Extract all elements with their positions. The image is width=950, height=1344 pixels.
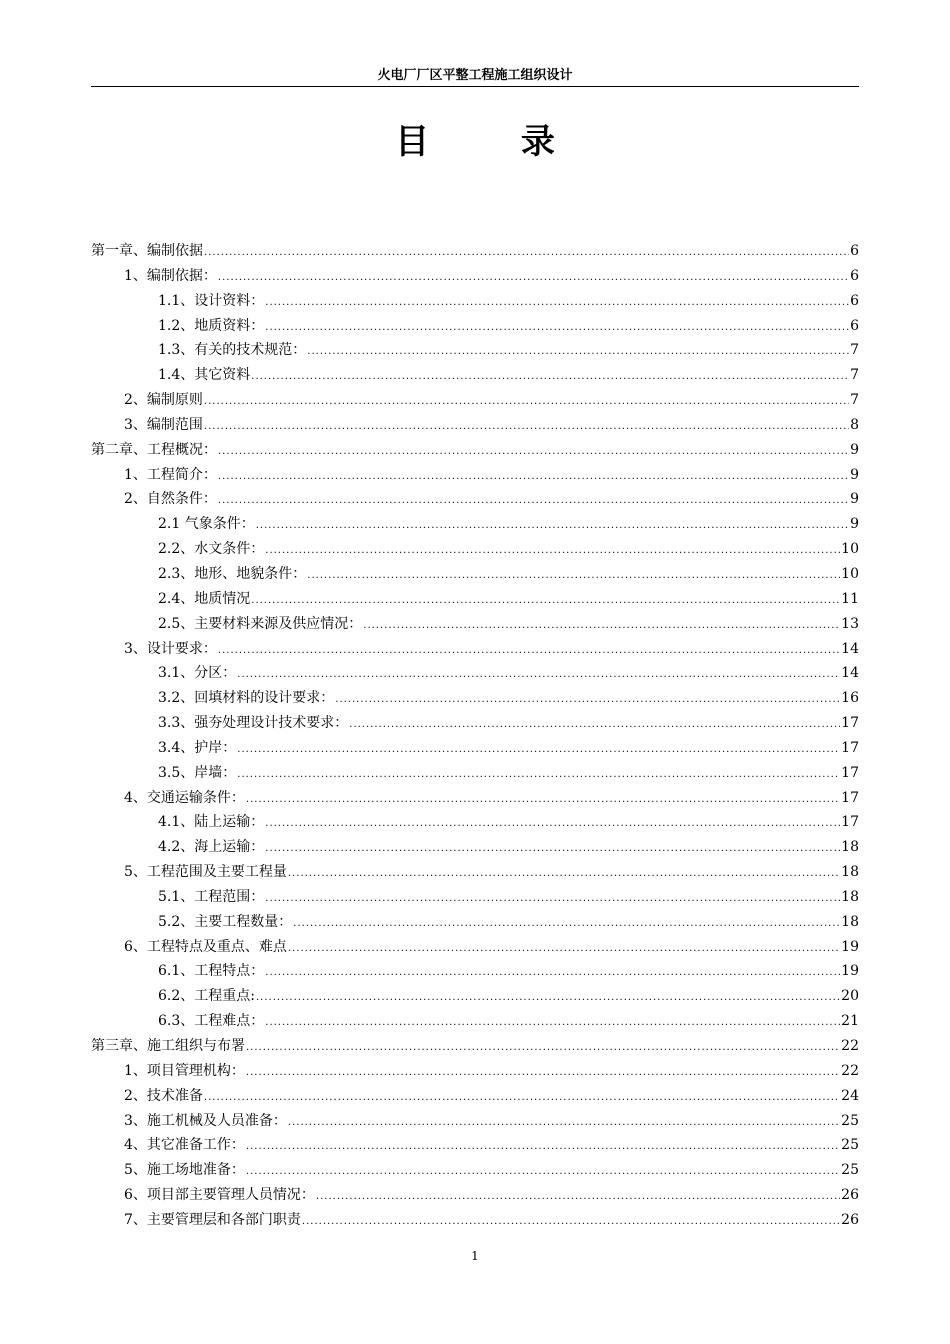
- toc-entry-page: 17: [841, 814, 859, 831]
- toc-dot-leader: [335, 688, 840, 713]
- toc-entry-page: 19: [841, 963, 859, 980]
- toc-entry-label: 2.2、水文条件：: [158, 541, 265, 558]
- toc-entry[interactable]: [91, 686, 859, 711]
- toc-dot-leader: [307, 340, 849, 365]
- toc-entry-label: 6、项目部主要管理人员情况：: [124, 1187, 315, 1204]
- toc-entry-page: 18: [841, 913, 859, 930]
- toc-entry[interactable]: [91, 338, 859, 363]
- toc-entry-page: 18: [841, 839, 859, 856]
- toc-entry-label: 5.1、工程范围：: [158, 888, 265, 905]
- toc-dot-leader: [288, 937, 840, 962]
- toc-entry-page: 17: [841, 789, 859, 806]
- toc-entry-label: 2.1 气象条件：: [158, 516, 255, 533]
- toc-entry-label: 3.2、回填材料的设计要求：: [158, 690, 335, 707]
- toc-entry[interactable]: [91, 1183, 859, 1208]
- toc-entry-label: 3、施工机械及人员准备：: [124, 1112, 287, 1129]
- toc-entry[interactable]: [91, 835, 859, 860]
- toc-entry[interactable]: [91, 487, 859, 512]
- toc-entry-label: 2.5、主要材料来源及供应情况：: [158, 615, 363, 632]
- toc-entry[interactable]: [91, 860, 859, 885]
- toc-entry-page: 25: [841, 1137, 859, 1154]
- toc-entry-page: 17: [841, 739, 859, 756]
- toc-entry[interactable]: [91, 438, 859, 463]
- toc-dot-leader: [316, 1185, 840, 1210]
- toc-entry[interactable]: [91, 1208, 859, 1233]
- toc-entry-page: 7: [850, 392, 859, 409]
- toc-dot-leader: [265, 539, 840, 564]
- toc-entry-page: 9: [850, 491, 859, 508]
- toc-entry[interactable]: [91, 264, 859, 289]
- toc-dot-leader: [293, 912, 840, 937]
- toc-entry-page: 7: [850, 342, 859, 359]
- toc-entry-label: 4、其它准备工作：: [124, 1137, 245, 1154]
- toc-dot-leader: [251, 365, 849, 390]
- toc-entry-label: 2.4、地质情况: [158, 590, 251, 607]
- toc-entry-label: 3.4、护岸：: [158, 739, 237, 756]
- toc-entry-page: 9: [850, 441, 859, 458]
- toc-entry-page: 8: [850, 416, 859, 433]
- toc-dot-leader: [265, 291, 849, 316]
- toc-dot-leader: [218, 489, 849, 514]
- toc-entry[interactable]: [91, 463, 859, 488]
- toc-entry-page: 13: [841, 615, 859, 632]
- toc-entry-label: 4.1、陆上运输：: [158, 814, 265, 831]
- toc-entry-label: 6、工程特点及重点、难点: [124, 938, 287, 955]
- toc-entry-label: 3、设计要求：: [124, 640, 217, 657]
- toc-dot-leader: [363, 614, 840, 639]
- toc-entry-page: 24: [841, 1087, 859, 1104]
- toc-entry[interactable]: [91, 637, 859, 662]
- toc-dot-leader: [265, 812, 840, 837]
- toc-entry-label: 4.2、海上运输：: [158, 839, 265, 856]
- toc-dot-leader: [218, 440, 849, 465]
- toc-dot-leader: [237, 663, 840, 688]
- toc-dot-leader: [288, 862, 840, 887]
- toc-entry-label: 3.5、岸墙：: [158, 764, 237, 781]
- toc-entry-label: 2.3、地形、地貌条件：: [158, 565, 307, 582]
- toc-entry[interactable]: [91, 810, 859, 835]
- toc-entry[interactable]: [91, 885, 859, 910]
- toc-entry[interactable]: [91, 1133, 859, 1158]
- toc-entry-page: 17: [841, 764, 859, 781]
- toc-entry[interactable]: [91, 1084, 859, 1109]
- toc-entry-label: 1、编制依据：: [124, 267, 217, 284]
- toc-entry[interactable]: [91, 562, 859, 587]
- toc-entry-page: 18: [841, 864, 859, 881]
- toc-dot-leader: [204, 415, 849, 440]
- toc-dot-leader: [251, 589, 840, 614]
- toc-entry[interactable]: [91, 736, 859, 761]
- toc-dot-leader: [288, 1111, 840, 1136]
- toc-entry[interactable]: [91, 1009, 859, 1034]
- toc-entry-page: 25: [841, 1112, 859, 1129]
- toc-entry-label: 4、交通运输条件：: [124, 789, 245, 806]
- toc-entry-label: 7、主要管理层和各部门职责: [124, 1211, 301, 1228]
- toc-entry-page: 22: [841, 1062, 859, 1079]
- toc-entry-label: 1、项目管理机构：: [124, 1062, 245, 1079]
- toc-dot-leader: [237, 738, 840, 763]
- toc-entry-label: 1.3、有关的技术规范：: [158, 342, 307, 359]
- toc-entry-label: 1.4、其它资料: [158, 367, 251, 384]
- toc-entry[interactable]: [91, 761, 859, 786]
- toc-entry[interactable]: [91, 1059, 859, 1084]
- toc-entry[interactable]: [91, 959, 859, 984]
- page-number: 1: [471, 1249, 479, 1263]
- toc-dot-leader: [246, 1135, 840, 1160]
- toc-entry-page: 9: [850, 466, 859, 483]
- toc-dot-leader: [265, 1011, 840, 1036]
- toc-dot-leader: [204, 241, 849, 266]
- toc-entry-label: 5.2、主要工程数量：: [158, 913, 293, 930]
- toc-entry-page: 26: [841, 1211, 859, 1228]
- toc-entry-label: 第二章、工程概况：: [91, 441, 217, 458]
- toc-entry[interactable]: [91, 1109, 859, 1134]
- toc-entry-label: 2、技术准备: [124, 1087, 203, 1104]
- toc-entry-label: 2、编制原则: [124, 392, 203, 409]
- toc-dot-leader: [218, 266, 849, 291]
- toc-entry-label: 2、自然条件：: [124, 491, 217, 508]
- toc-entry-page: 10: [841, 541, 859, 558]
- toc-entry-label: 5、施工场地准备：: [124, 1162, 245, 1179]
- toc-entry-page: 18: [841, 888, 859, 905]
- toc-entry[interactable]: [91, 661, 859, 686]
- toc-entry[interactable]: [91, 363, 859, 388]
- toc-dot-leader: [349, 713, 840, 738]
- toc-dot-leader: [302, 1210, 840, 1235]
- toc-dot-leader: [218, 465, 849, 490]
- toc-entry-page: 22: [841, 1038, 859, 1054]
- toc-entry[interactable]: [91, 289, 859, 314]
- page-header-title: 火电厂厂区平整工程施工组织设计: [377, 68, 573, 83]
- toc-entry[interactable]: [91, 314, 859, 339]
- toc-entry-label: 第三章、施工组织与布署: [91, 1038, 245, 1054]
- toc-entry-page: 6: [850, 292, 859, 309]
- toc-entry-label: 3、编制范围: [124, 416, 203, 433]
- toc-entry[interactable]: [91, 984, 859, 1009]
- toc-entry-label: 3.1、分区：: [158, 665, 237, 682]
- toc-entry-page: 17: [841, 715, 859, 732]
- toc-entry-label: 1.2、地质资料：: [158, 317, 265, 334]
- toc-entry-page: 16: [841, 690, 859, 707]
- toc-dot-leader: [246, 1061, 840, 1086]
- toc-dot-leader: [265, 887, 840, 912]
- toc-dot-leader: [265, 961, 840, 986]
- toc-entry-page: 7: [850, 367, 859, 384]
- toc-entry-page: 26: [841, 1187, 859, 1204]
- toc-dot-leader: [204, 1086, 840, 1111]
- toc-entry-page: 11: [841, 590, 859, 607]
- toc-dot-leader: [218, 639, 840, 664]
- toc-entry[interactable]: [91, 1034, 859, 1059]
- toc-dot-leader: [256, 514, 849, 539]
- toc-entry-label: 3.3、强夯处理设计技术要求：: [158, 715, 349, 732]
- toc-entry[interactable]: [91, 1158, 859, 1183]
- toc-entry-label: 6.1、工程特点：: [158, 963, 265, 980]
- toc-dot-leader: [246, 1036, 840, 1061]
- toc-entry-label: 第一章、编制依据: [91, 243, 203, 259]
- header-divider: [91, 86, 859, 87]
- page-title: 目 录: [395, 122, 595, 162]
- toc-dot-leader: [307, 564, 840, 589]
- toc-entry-page: 25: [841, 1162, 859, 1179]
- toc-entry-page: 10: [841, 565, 859, 582]
- toc-entry[interactable]: [91, 388, 859, 413]
- toc-entry[interactable]: [91, 239, 859, 264]
- toc-entry[interactable]: [91, 910, 859, 935]
- toc-entry-page: 14: [841, 665, 859, 682]
- toc-dot-leader: [256, 986, 840, 1011]
- toc-entry-label: 6.3、工程难点：: [158, 1013, 265, 1030]
- toc-dot-leader: [265, 837, 840, 862]
- toc-entry[interactable]: [91, 612, 859, 637]
- toc-entry-label: 1.1、设计资料：: [158, 292, 265, 309]
- toc-entry[interactable]: [91, 512, 859, 537]
- toc-entry[interactable]: [91, 786, 859, 811]
- table-of-contents: [91, 239, 859, 1233]
- toc-dot-leader: [246, 1160, 840, 1185]
- toc-entry-page: 6: [850, 267, 859, 284]
- toc-entry-label: 1、工程简介：: [124, 466, 217, 483]
- toc-dot-leader: [204, 390, 849, 415]
- toc-entry-label: 5、工程范围及主要工程量: [124, 864, 287, 881]
- toc-entry-label: 6.2、工程重点:: [158, 988, 255, 1005]
- toc-entry[interactable]: [91, 413, 859, 438]
- toc-entry[interactable]: [91, 711, 859, 736]
- toc-entry[interactable]: [91, 537, 859, 562]
- toc-dot-leader: [246, 788, 840, 813]
- toc-dot-leader: [265, 316, 849, 341]
- toc-entry-page: 19: [841, 938, 859, 955]
- toc-entry[interactable]: [91, 587, 859, 612]
- toc-dot-leader: [237, 763, 840, 788]
- toc-entry-page: 21: [841, 1013, 859, 1030]
- toc-entry-page: 14: [841, 640, 859, 657]
- toc-entry-page: 20: [841, 988, 859, 1005]
- toc-entry[interactable]: [91, 935, 859, 960]
- toc-entry-page: 9: [850, 516, 859, 533]
- toc-entry-page: 6: [850, 317, 859, 334]
- toc-entry-page: 6: [850, 243, 859, 259]
